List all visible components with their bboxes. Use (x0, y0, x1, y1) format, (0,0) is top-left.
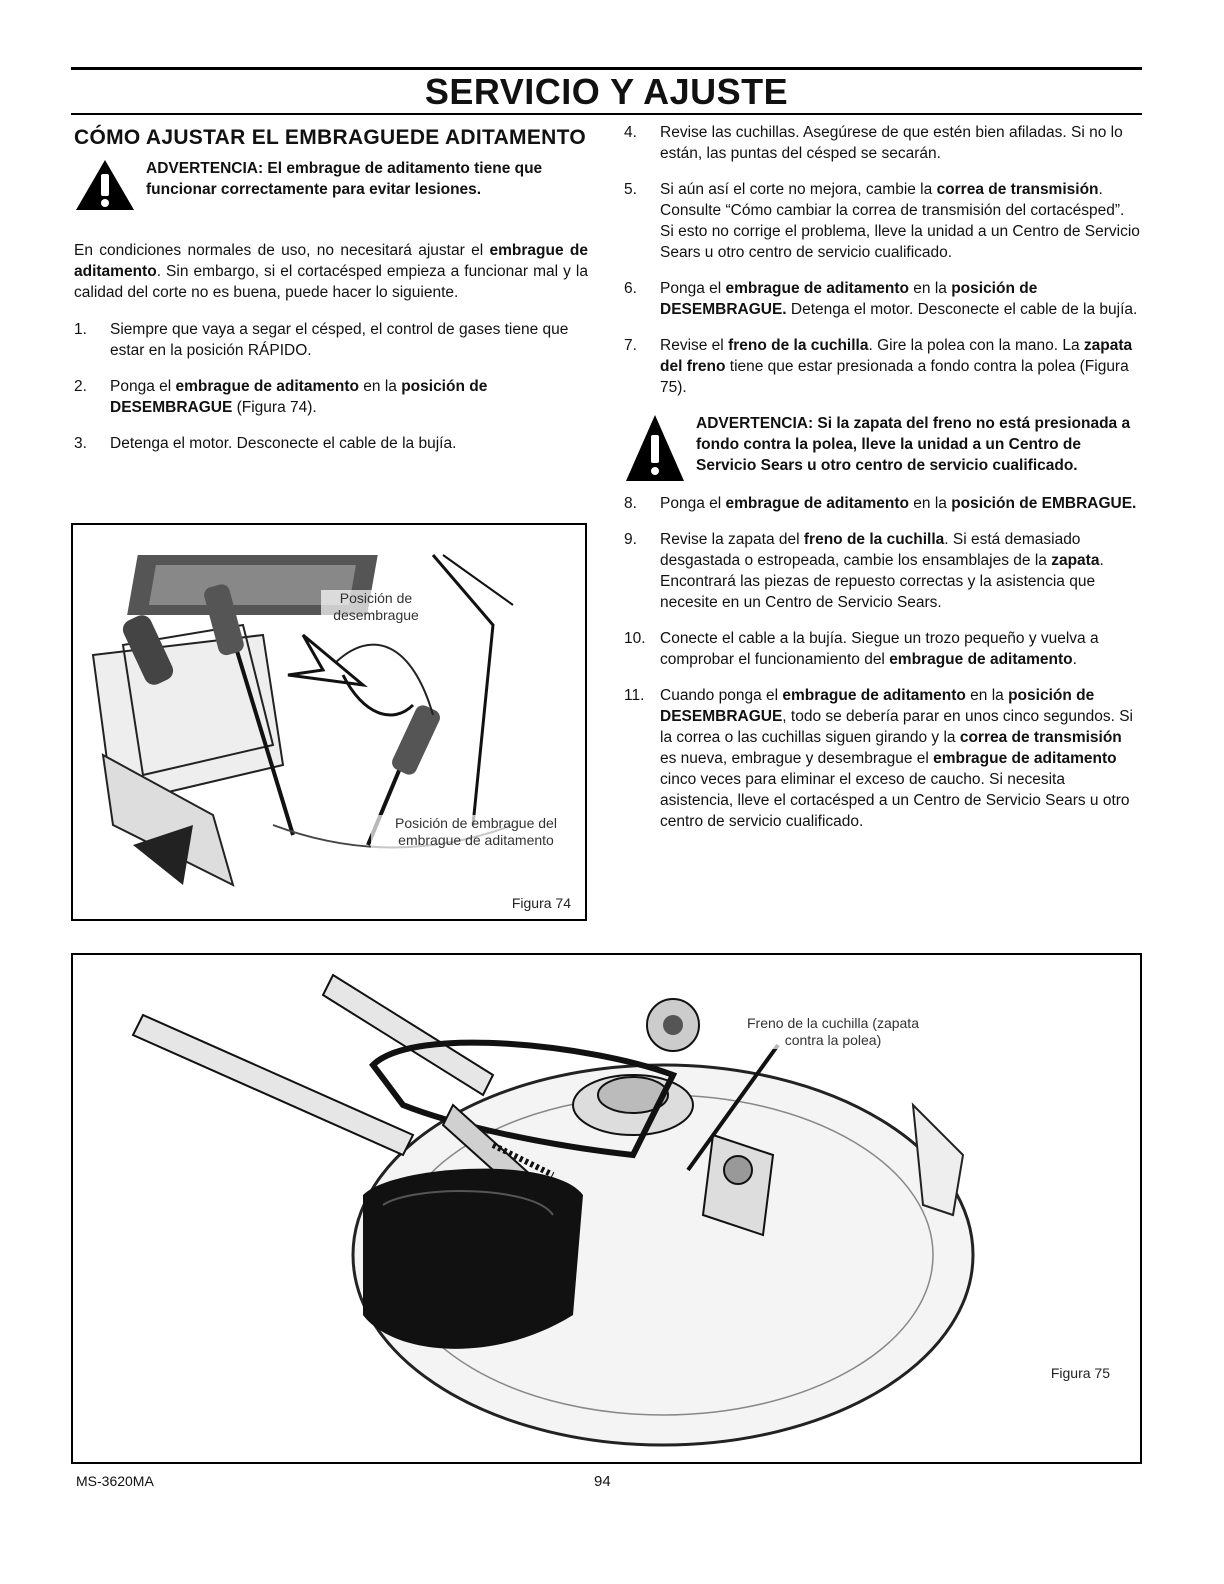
callout-disengaged-position: Posición de desembrague (321, 590, 431, 624)
intro-paragraph: En condiciones normales de uso, no necesitará ajustar el embrague de aditamento. Sin embargo, si el cortacésped empieza a funcionar mal y la calidad del corte no es buena, puede hacer lo siguiente. (74, 242, 588, 301)
mower-deck-illustration (73, 955, 1140, 1462)
warning-triangle-icon (624, 413, 686, 483)
callout-engaged-position: Posición de embrague del embrague de aditamento (371, 815, 581, 849)
list-item: 9. Revise la zapata del freno de la cuchilla. Si está demasiado desgastada o estropeada, cambie los ensamblajes de la zapata. Encontrará las piezas de repuesto correctas y la asistencia que necesite en un Centro de Servicio Sears. (624, 531, 1104, 611)
header-rule-bottom (71, 113, 1142, 115)
list-item: 5. Si aún así el corte no mejora, cambie la correa de transmisión. Consulte “Cómo cambiar la correa de transmisión del cortacésped”. Si esto no corrige el problema, lleve la unidad a un Centro de Servicio Sears u otro centro de servicio cualificado. (624, 181, 1140, 261)
list-item: 2. Ponga el embrague de aditamento en la posición de DESEMBRAGUE (Figura 74). (74, 378, 488, 416)
figure-75 (71, 953, 1142, 1464)
callout-blade-brake: Freno de la cuchilla (zapata contra la polea) (733, 1015, 933, 1049)
steps-list-right (624, 122, 1142, 398)
list-item: 10. Conecte el cable a la bujía. Siegue un trozo pequeño y vuelva a comprobar el funcionamiento del embrague de aditamento. (624, 630, 1099, 668)
steps-list-left (74, 319, 588, 454)
page-title: SERVICIO Y AJUSTE (424, 71, 789, 112)
section-heading: CÓMO AJUSTAR EL EMBRAGUEDE ADITAMENTO (74, 126, 587, 149)
clutch-lever-illustration (73, 525, 585, 919)
list-item: 1. Siempre que vaya a segar el césped, el control de gases tiene que estar en la posición RÁPIDO. (74, 321, 569, 359)
list-item: 3. Detenga el motor. Desconecte el cable de la bujía. (74, 435, 457, 452)
list-item: 11. Cuando ponga el embrague de aditamento en la posición de DESEMBRAGUE, todo se debería parar en unos cinco segundos. Si la correa o las cuchillas siguen girando y la correa de transmisión es nueva, embrague y desembrague el embrague de aditamento cinco veces para eliminar el exceso de caucho. Si necesita asistencia, lleve el cortacésped a un Centro de Servicio Sears u otro centro de servicio cualificado. (624, 687, 1133, 830)
warning-text: ADVERTENCIA: El embrague de aditamento tiene que funcionar correctamente para evitar lesiones. (146, 160, 543, 198)
warning-block-2 (624, 413, 1142, 483)
figure-74 (71, 523, 587, 921)
document-code: MS-3620MA (76, 1473, 154, 1489)
figure-caption: Figura 74 (511, 895, 571, 911)
list-item: 6. Ponga el embrague de aditamento en la posición de DESEMBRAGUE. Detenga el motor. Desconecte el cable de la bujía. (624, 280, 1138, 318)
warning-triangle-icon (74, 158, 136, 212)
list-item: 8. Ponga el embrague de aditamento en la posición de EMBRAGUE. (624, 495, 1137, 512)
page-number: 94 (594, 1473, 611, 1490)
warning-text-2: ADVERTENCIA: Si la zapata del freno no está presionada a fondo contra la polea, lleve la unidad a un Centro de Servicio Sears u otro centro de servicio cualificado. (696, 415, 1131, 474)
steps-list-right-2 (624, 493, 1142, 832)
list-item: 7. Revise el freno de la cuchilla. Gire la polea con la mano. La zapata del freno tiene que estar presionada a fondo contra la polea (Figura 75). (624, 337, 1133, 396)
right-column (624, 122, 1142, 847)
list-item: 4. Revise las cuchillas. Asegúrese de que estén bien afiladas. Si no lo están, las puntas del césped se secarán. (624, 124, 1123, 162)
warning-block (74, 158, 588, 212)
figure-caption: Figura 75 (1050, 1365, 1110, 1381)
left-column (74, 122, 588, 469)
